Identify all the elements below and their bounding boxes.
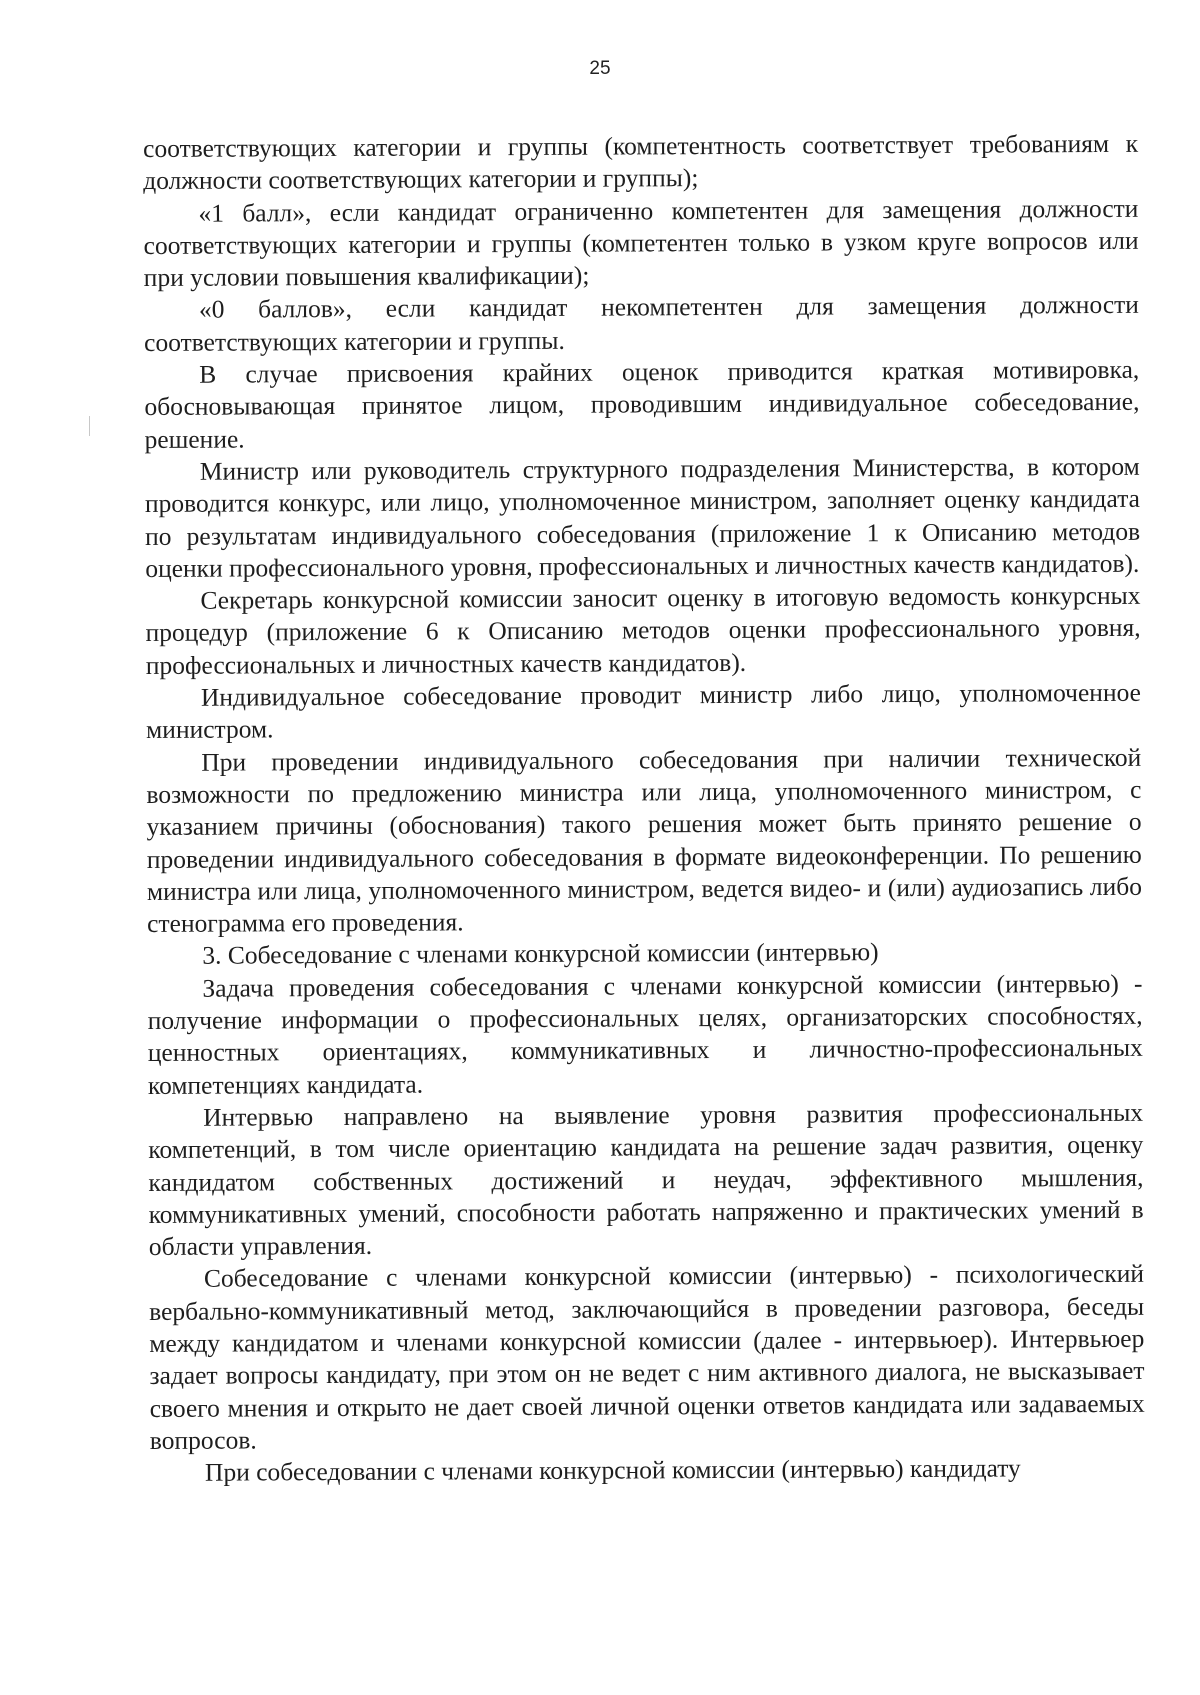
page-number: 25 — [589, 58, 611, 79]
scan-artifact — [89, 416, 90, 436]
paragraph-score-1: «1 балл», если кандидат ограниченно компетентен для замещения должности соответствующих категории и группы (компетентен только в узком круге вопросов или при условии повышения квалификации); — [143, 193, 1139, 293]
paragraph-interview-continued: При собеседовании с членами конкурсной комиссии (интервью) кандидату — [204, 1453, 1021, 1487]
paragraph-videoconference: При проведении индивидуального собеседования при наличии технической возможности по предложению министра или лица, уполномоченного министром, с указанием причины (обоснования) такого решения может быть принято решение о проведении индивидуального собеседования в формате видеоконференции. По решению министра или лица, уполномоченного министром, ведется видео- и (или) аудиозапись либо стенограмма его проведения. — [146, 742, 1143, 939]
section-heading-interview: 3. Собеседование с членами конкурсной комиссии (интервью) — [202, 937, 879, 971]
paragraph-interview-method: Собеседование с членами конкурсной комиссии (интервью) - психологический вербально-коммуникативный метод, заключающийся в проведении разговора, беседы между кандидатом и членами конкурсной комиссии (далее - интервьюер). Интервьюер задает вопросы кандидату, при этом он не ведет с ним активного диалога, не высказывает своего мнения и открыто не дает своей личной оценки ответов кандидата или задаваемых вопросов. — [149, 1259, 1145, 1455]
paragraph-score-0: «0 баллов», если кандидат некомпетентен для замещения должности соответствующих категории и группы. — [144, 290, 1139, 357]
paragraph-interview-focus: Интервью направлено на выявление уровня развития профессиональных компетенций, в том числе ориентацию кандидата на решение задач развития, оценку кандидатом собственных достижений и неудач, эффективного мышления, коммуникативных умений, способности работать напряженно и практических умений в области управления. — [148, 1097, 1144, 1262]
paragraph-minister-assessment: Министр или руководитель структурного подразделения Министерства, в котором проводится конкурс, или лицо, уполномоченное министром, заполняет оценку кандидата по результатам индивидуального собеседования (приложение 1 к Описанию методов оценки профессионального уровня, профессиональных и личностных качеств кандидатов). — [144, 451, 1141, 583]
paragraph-interview-goal: Задача проведения собеседования с членами конкурсной комиссии (интервью) - получение информации о профессиональных целях, организаторских способностях, ценностных ориентациях, коммуникативных и личностно-профессиональных компетенциях кандидата. — [147, 968, 1143, 1100]
paragraph-secretary: Секретарь конкурсной комиссии заносит оценку в итоговую ведомость конкурсных процедур (приложение 6 к Описанию методов оценки профессионального уровня, профессиональных и личностных качеств кандидатов). — [145, 580, 1141, 680]
document-body — [143, 128, 1145, 1490]
paragraph-extreme-scores: В случае присвоения крайних оценок приводится краткая мотивировка, обосновывающая принятое лицом, проводившим индивидуальное собеседование, решение. — [144, 354, 1140, 454]
paragraph-who-conducts: Индивидуальное собеседование проводит министр либо лицо, уполномоченное министром. — [146, 677, 1142, 745]
paragraph-continuation: соответствующих категории и группы (компетентность соответствует требованиям к должности соответствующих категории и группы); — [143, 128, 1139, 196]
